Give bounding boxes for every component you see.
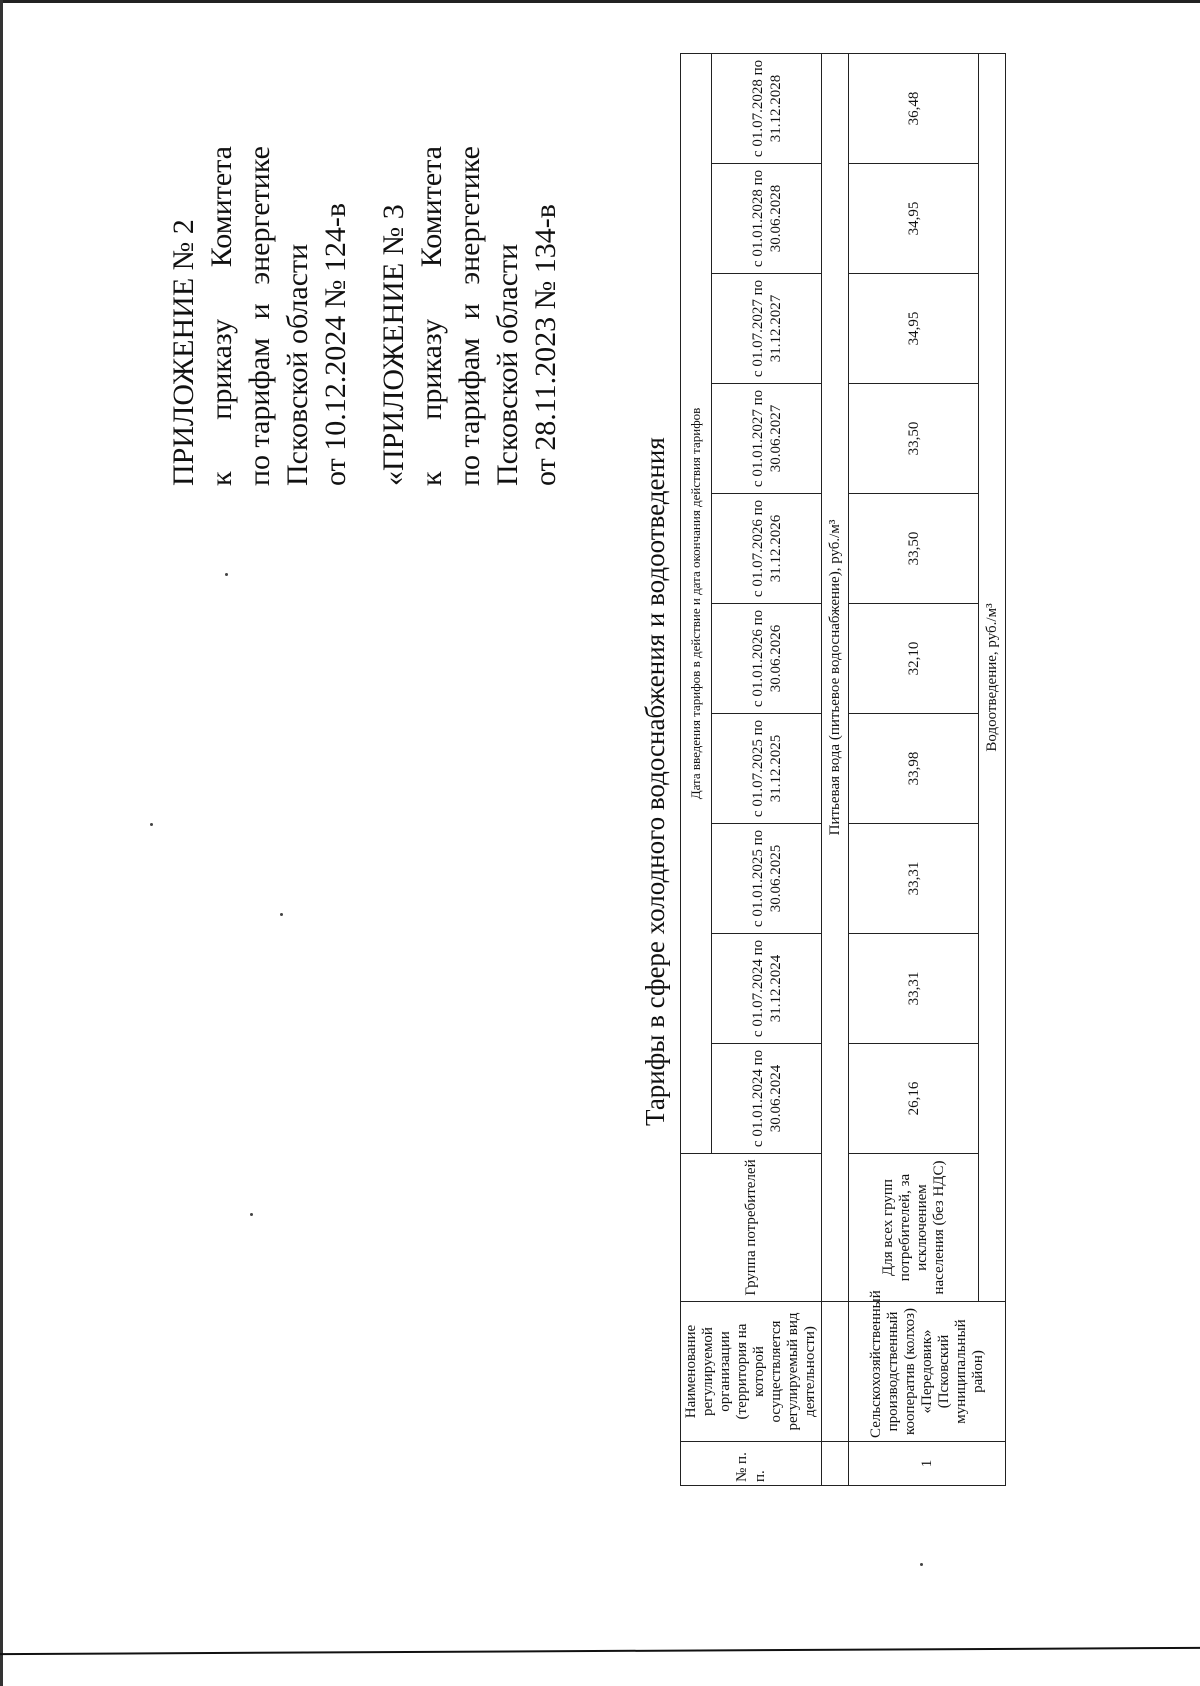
tariff-value: 32,10 bbox=[849, 604, 979, 714]
appendix-3-line-3: по тарифам и энергетике bbox=[453, 146, 486, 486]
section-water-title: Питьевая вода (питьевое водоснабжение), руб./м³ bbox=[822, 54, 849, 1302]
section-spacer bbox=[822, 1442, 849, 1486]
tariff-value: 34,95 bbox=[849, 164, 979, 274]
row-organization: Сельскохозяйственный производственный кооператив (колхоз) «Передовик» (Псковский муниципальный район) bbox=[849, 1302, 1006, 1442]
period-header: с 01.07.2024 по 31.12.2024 bbox=[712, 934, 822, 1044]
period-header: с 01.01.2026 по 30.06.2026 bbox=[712, 604, 822, 714]
period-header: с 01.01.2024 по 30.06.2024 bbox=[712, 1044, 822, 1154]
appendix-2-line-5: от 10.12.2024 № 124-в bbox=[319, 203, 352, 486]
period-header: с 01.01.2025 по 30.06.2025 bbox=[712, 824, 822, 934]
tariff-value: 36,48 bbox=[849, 54, 979, 164]
scan-speck bbox=[225, 573, 228, 576]
appendix-2-line-4: Псковской области bbox=[281, 243, 314, 486]
tariff-value: 34,95 bbox=[849, 274, 979, 384]
header-row-1 bbox=[681, 54, 712, 1486]
appendix-2-line-3: по тарифам и энергетике bbox=[243, 146, 276, 486]
scan-speck bbox=[150, 823, 153, 826]
period-header: с 01.07.2026 по 31.12.2026 bbox=[712, 494, 822, 604]
document-title: Тарифы в сфере холодного водоснабжения и водоотведения bbox=[640, 437, 670, 1126]
section-spacer bbox=[822, 1302, 849, 1442]
tariff-table bbox=[680, 53, 1006, 1486]
appendix-3-line-2: к приказу Комитета bbox=[415, 146, 448, 486]
appendix-3-line-5: от 28.11.2023 № 134-в bbox=[529, 204, 562, 486]
scan-speck bbox=[250, 1213, 253, 1216]
tariff-value: 26,16 bbox=[849, 1044, 979, 1154]
appendix-2-block bbox=[165, 146, 355, 486]
appendix-3-line-4: Псковской области bbox=[491, 243, 524, 486]
header-no: № п. п. bbox=[681, 1442, 822, 1486]
header-period-span: Дата введения тарифов в действие и дата окончания действия тарифов bbox=[681, 54, 712, 1154]
appendix-2-title: ПРИЛОЖЕНИЕ № 2 bbox=[167, 219, 200, 486]
tariff-value: 33,50 bbox=[849, 494, 979, 604]
row-number: 1 bbox=[849, 1442, 1006, 1486]
row-consumer-group: Для всех групп потребителей, за исключением населения (без НДС) bbox=[849, 1154, 979, 1302]
appendix-3-title: «ПРИЛОЖЕНИЕ № 3 bbox=[377, 204, 410, 486]
tariff-value: 33,31 bbox=[849, 824, 979, 934]
table-row bbox=[849, 54, 979, 1486]
tariff-value: 33,31 bbox=[849, 934, 979, 1044]
period-header: с 01.07.2027 по 31.12.2027 bbox=[712, 274, 822, 384]
appendix-3-block bbox=[375, 146, 565, 486]
scan-speck bbox=[920, 1563, 923, 1566]
period-header: с 01.01.2028 по 30.06.2028 bbox=[712, 164, 822, 274]
period-header: с 01.07.2028 по 31.12.2028 bbox=[712, 54, 822, 164]
period-header: с 01.07.2025 по 31.12.2025 bbox=[712, 714, 822, 824]
section-row-water bbox=[822, 54, 849, 1486]
section-row-drain bbox=[979, 54, 1006, 1486]
appendix-2-line-2: к приказу Комитета bbox=[205, 146, 238, 486]
section-drain-title: Водоотведение, руб./м³ bbox=[979, 54, 1006, 1302]
tariff-value: 33,50 bbox=[849, 384, 979, 494]
header-consumer-group: Группа потребителей bbox=[681, 1154, 822, 1302]
scan-speck bbox=[280, 913, 283, 916]
tariff-value: 33,98 bbox=[849, 714, 979, 824]
header-organization: Наименование регулируемой организации (территория на которой осуществляется регулируемый вид деятельности) bbox=[681, 1302, 822, 1442]
period-header: с 01.01.2027 по 30.06.2027 bbox=[712, 384, 822, 494]
